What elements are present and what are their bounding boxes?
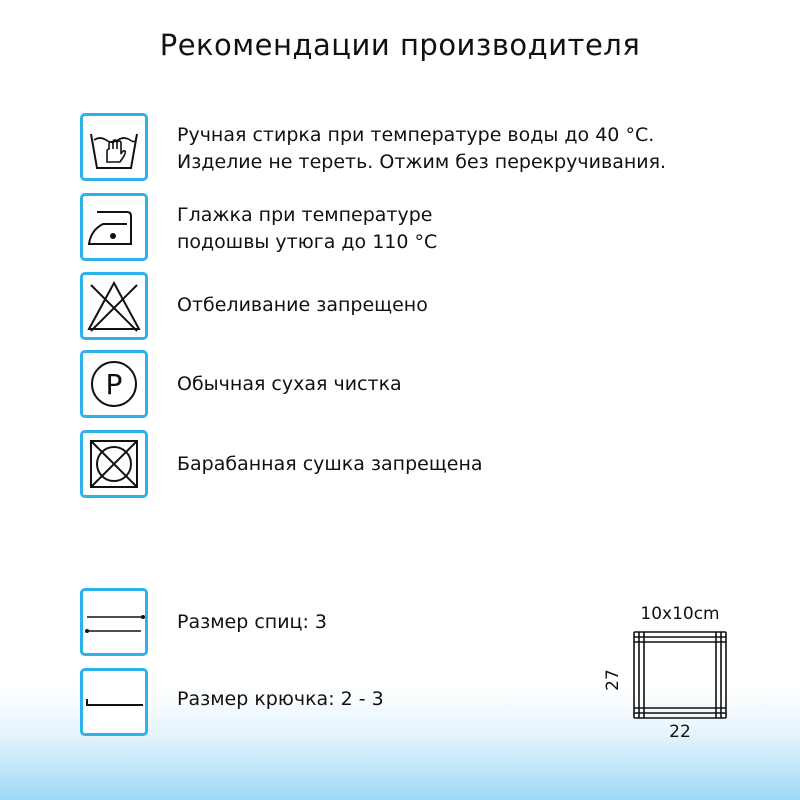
gauge-rows-label: 27 — [602, 669, 623, 691]
knitting-needles-icon — [83, 591, 145, 653]
care-no-tumble-dry-text: Барабанная сушка запрещена — [177, 453, 483, 475]
dry-clean-p-icon — [83, 353, 145, 415]
care-line: Глажка при температуре — [177, 204, 433, 226]
gauge-stitches-label: 22 — [669, 722, 691, 742]
care-line: Ручная стирка при температуре воды до 40 °С. — [177, 124, 655, 146]
care-no-bleach-text: Отбеливание запрещено — [177, 294, 428, 316]
iron-icon-box — [80, 193, 148, 261]
gauge-size-label: 10x10cm — [640, 604, 720, 624]
gauge-diagram — [602, 604, 730, 744]
no-tumble-dry-icon — [83, 433, 145, 495]
care-line: Изделие не тереть. Отжим без перекручивания. — [177, 151, 667, 173]
hook-size-text: Размер крючка: 2 - 3 — [177, 688, 384, 710]
care-hand-wash-text — [177, 122, 666, 176]
dry-clean-icon-box — [80, 350, 148, 418]
gauge-square-icon — [630, 628, 730, 722]
crochet-hook-icon-box — [80, 668, 148, 736]
iron-icon — [83, 196, 145, 258]
page-title: Рекомендации производителя — [159, 28, 641, 62]
care-dry-clean-text: Обычная сухая чистка — [177, 373, 402, 395]
no-tumble-dry-icon-box — [80, 430, 148, 498]
no-bleach-icon-box — [80, 272, 148, 340]
hand-wash-icon — [83, 116, 145, 178]
no-bleach-icon — [83, 275, 145, 337]
svg-text:P: P — [105, 368, 123, 401]
hand-wash-icon-box — [80, 113, 148, 181]
needle-size-text: Размер спиц: 3 — [177, 611, 328, 633]
care-line: подошвы утюга до 110 °С — [177, 231, 438, 253]
crochet-hook-icon — [83, 671, 145, 733]
knitting-needles-icon-box — [80, 588, 148, 656]
care-iron-text — [177, 202, 437, 256]
